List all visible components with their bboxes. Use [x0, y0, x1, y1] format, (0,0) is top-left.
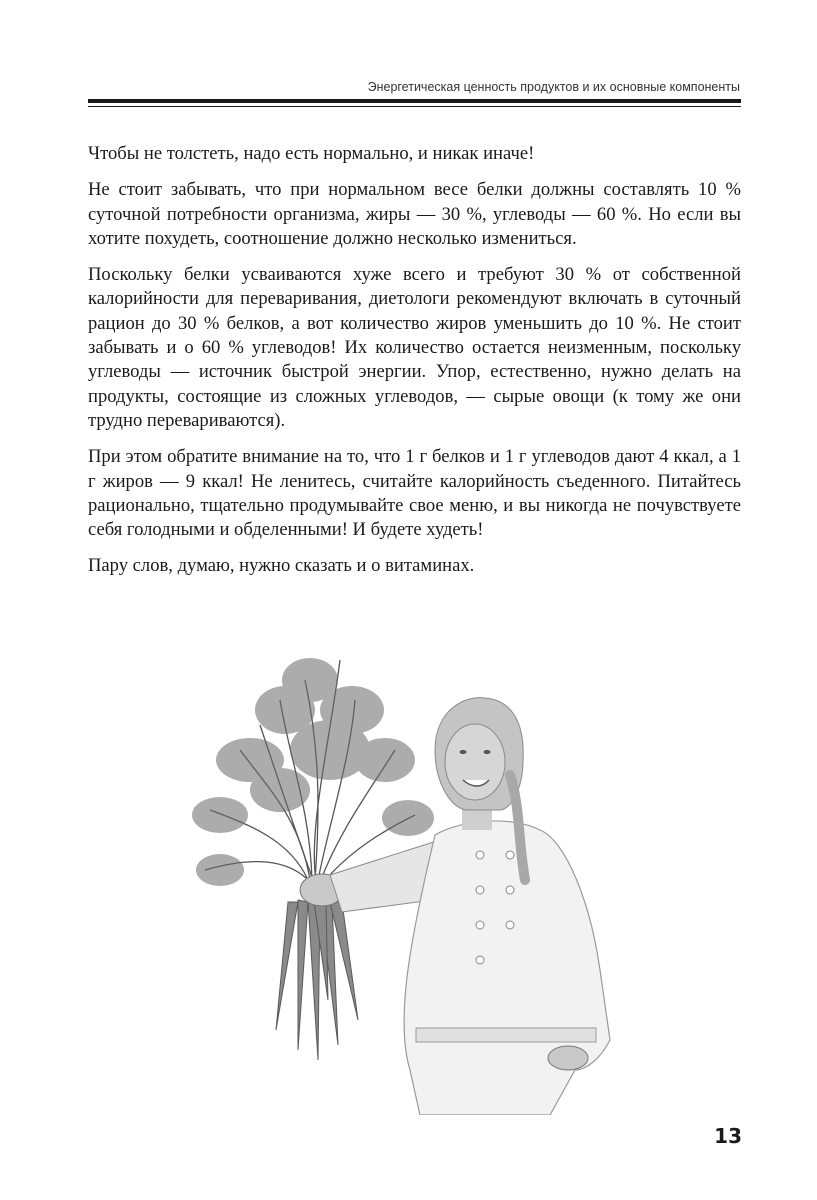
header-rule-thin — [88, 106, 741, 107]
paragraph-1: Чтобы не толстеть, надо есть нормально, и никак иначе! — [88, 143, 535, 164]
carrot-foliage — [192, 658, 434, 886]
paragraph-3: Поскольку белки усваиваются хуже всего и требуют 30 % от собственной калорийности для переваривания, диетологи рекомендуют включать в суточный рацион до 30 % белков, а вот количество жиров уменьшить до 10 %. Не стоит забывать и о 60 % углеводов! Их количество остается неизменным, поскольку углеводы — источник быстрой энергии. Упор, естественно, нужно делать на продукты, состоящие из сложных углеводов, — сырые овощи (к тому же они трудно перевариваются). — [88, 264, 741, 431]
paragraph-5: Пару слов, думаю, нужно сказать и о витаминах. — [88, 555, 475, 577]
page-number: 13 — [714, 1124, 742, 1148]
running-header: Энергетическая ценность продуктов и их основные компоненты — [367, 80, 740, 94]
chef-jacket — [404, 821, 610, 1115]
header-rule-thick — [88, 99, 741, 103]
hand-on-hip — [548, 1046, 588, 1070]
paragraph-4: При этом обратите внимание на то, что 1 г белков и 1 г углеводов дают 4 ккал, а 1 г жиров — 9 ккал! Не ленитесь, считайте калорийность съеденного. Питайтесь рационально, тщательно продумывайте свое меню, и вы никогда не почувствуете себя голодными и обделенными! И будете худеть! — [88, 446, 741, 541]
body-text — [88, 142, 741, 591]
paragraph-2: Не стоит забывать, что при нормальном весе белки должны составлять 10 % суточной потребности организма, жиры — 30 %, углеводы — 60 %. Но если вы хотите похудеть, соотношение должно несколько измениться. — [88, 179, 741, 249]
carrot-photo — [180, 640, 640, 1115]
carrot-bunch — [276, 900, 358, 1060]
face — [445, 724, 505, 800]
apron-band — [416, 1028, 596, 1042]
